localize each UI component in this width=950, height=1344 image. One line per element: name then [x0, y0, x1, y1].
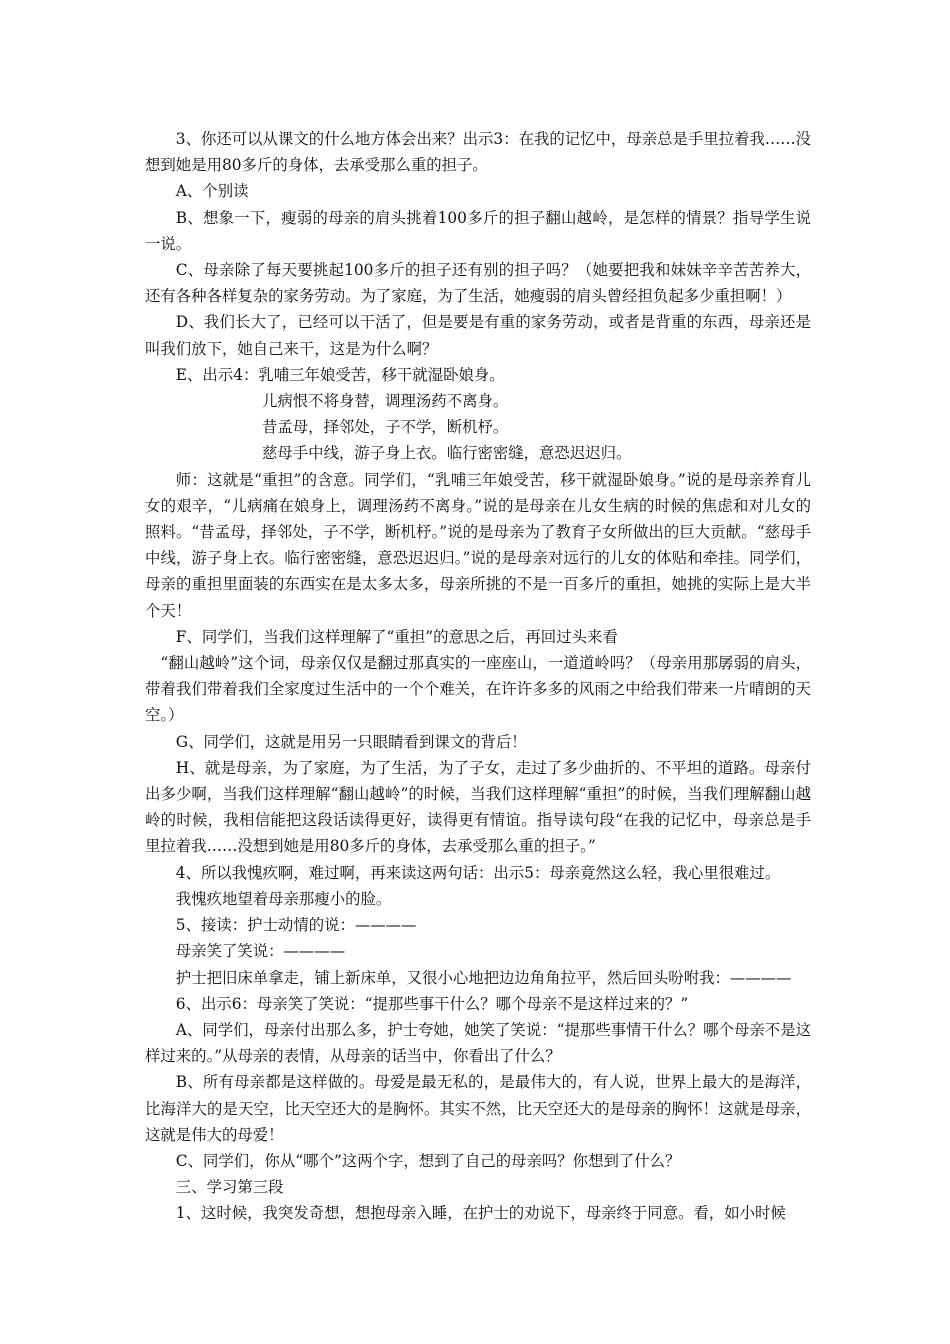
paragraph: B、所有母亲都是这样做的。母爱是最无私的，是最伟大的，有人说，世界上最大的是海洋，比海洋大的是天空，比天空还大的是胸怀。其实不然，比天空还大的是母亲的胸怀！这就是母亲，这就是伟大的母爱！	[145, 1073, 811, 1144]
poem-line: 昔孟母，择邻处，子不学，断机杼。	[262, 418, 509, 437]
paragraph: H、就是母亲，为了家庭，为了生活，为了子女，走过了多少曲折的、不平坦的道路。母亲付出多少啊，当我们这样理解“翻山越岭”的时候，当我们这样理解“重担”的时候，当我们理解翻山越岭的时候，我相信能把这段话读得更好，读得更有情谊。指导读句段“在我的记忆中，母亲总是手里拉着我……没想到她是用80多斤的身体，去承受那么重的担子。”	[145, 758, 811, 856]
poem-line: 儿病恨不将身替，调理汤药不离身。	[262, 392, 509, 411]
paragraph: “翻山越岭”这个词，母亲仅仅是翻过那真实的一座座山，一道道岭吗？（母亲用那孱弱的肩头，带着我们带着我们全家度过生活中的一个个难关，在许许多多的风雨之中给我们带来一片晴朗的天空。）	[145, 654, 811, 725]
paragraph: A、个别读	[175, 182, 249, 201]
paragraph: 师：这就是“重担”的含意。同学们，“乳哺三年娘受苦，移干就湿卧娘身。”说的是母亲养育儿女的艰辛，“儿病痛在娘身上，调理汤药不离身。”说的是母亲在儿女生病的时候的焦虑和对儿女的照料。“昔孟母，择邻处，子不学，断机杼。”说的是母亲为了教育子女所做出的巨大贡献。“慈母手中线，游子身上衣。临行密密缝，意恐迟迟归。”说的是母亲对远行的儿女的体贴和牵挂。同学们，母亲的重担里面装的东西实在是太多太多，母亲所挑的不是一百多斤的重担，她挑的实际上是大半个天！	[145, 470, 811, 620]
paragraph: G、同学们，这就是用另一只眼睛看到课文的背后！	[175, 732, 527, 751]
paragraph: 我愧疚地望着母亲那瘦小的脸。	[175, 889, 392, 908]
paragraph: 4、所以我愧疚啊，难过啊，再来读这两句话：出示5：母亲竟然这么轻，我心里很难过。	[175, 863, 781, 882]
paragraph: 护士把旧床单拿走，铺上新床单，又很小心地把边边角角拉平，然后回头吩咐我：————	[175, 968, 792, 987]
poem-line: 慈母手中线，游子身上衣。临行密密缝，意恐迟迟归。	[262, 444, 632, 463]
paragraph: D、我们长大了，已经可以干活了，但是要是有重的家务劳动，或者是背重的东西，母亲还是叫我们放下，她自己来干，这是为什么啊？	[145, 313, 811, 358]
paragraph: 1、这时候，我突发奇想，想抱母亲入睡，在护士的劝说下，母亲终于同意。看，如小时候	[175, 1204, 786, 1223]
document-page	[145, 126, 811, 1227]
paragraph: 5、接读：护士动情的说：————	[175, 916, 417, 935]
paragraph: C、母亲除了每天要挑起100多斤的担子还有别的担子吗？（她要把我和妹妹辛辛苦苦养大，还有各种各样复杂的家务劳动。为了家庭，为了生活，她瘦弱的肩头曾经担负起多少重担啊！）	[145, 261, 811, 306]
section-heading: 三、学习第三段	[175, 1178, 284, 1197]
paragraph: A、同学们，母亲付出那么多，护士夸她，她笑了笑说：“提那些事情干什么？哪个母亲不是这样过来的。”从母亲的表情，从母亲的话当中，你看出了什么？	[145, 1020, 811, 1066]
paragraph: F、同学们，当我们这样理解了“重担”的意思之后，再回过头来看	[175, 627, 618, 646]
paragraph: E、出示4：乳哺三年娘受苦，移干就湿卧娘身。	[175, 365, 505, 384]
paragraph: B、想象一下，瘦弱的母亲的肩头挑着100多斤的担子翻山越岭，是怎样的情景？指导学生说一说。	[145, 208, 811, 253]
paragraph: C、同学们，你从“哪个”这两个字，想到了自己的母亲吗？你想到了什么？	[175, 1151, 681, 1170]
paragraph: 3、你还可以从课文的什么地方体会出来？出示3：在我的记忆中，母亲总是手里拉着我……没想到她是用80多斤的身体，去承受那么重的担子。	[145, 130, 812, 175]
paragraph: 母亲笑了笑说：————	[175, 942, 346, 961]
paragraph: 6、出示6：母亲笑了笑说：“提那些事干什么？哪个母亲不是这样过来的？”	[175, 994, 689, 1013]
